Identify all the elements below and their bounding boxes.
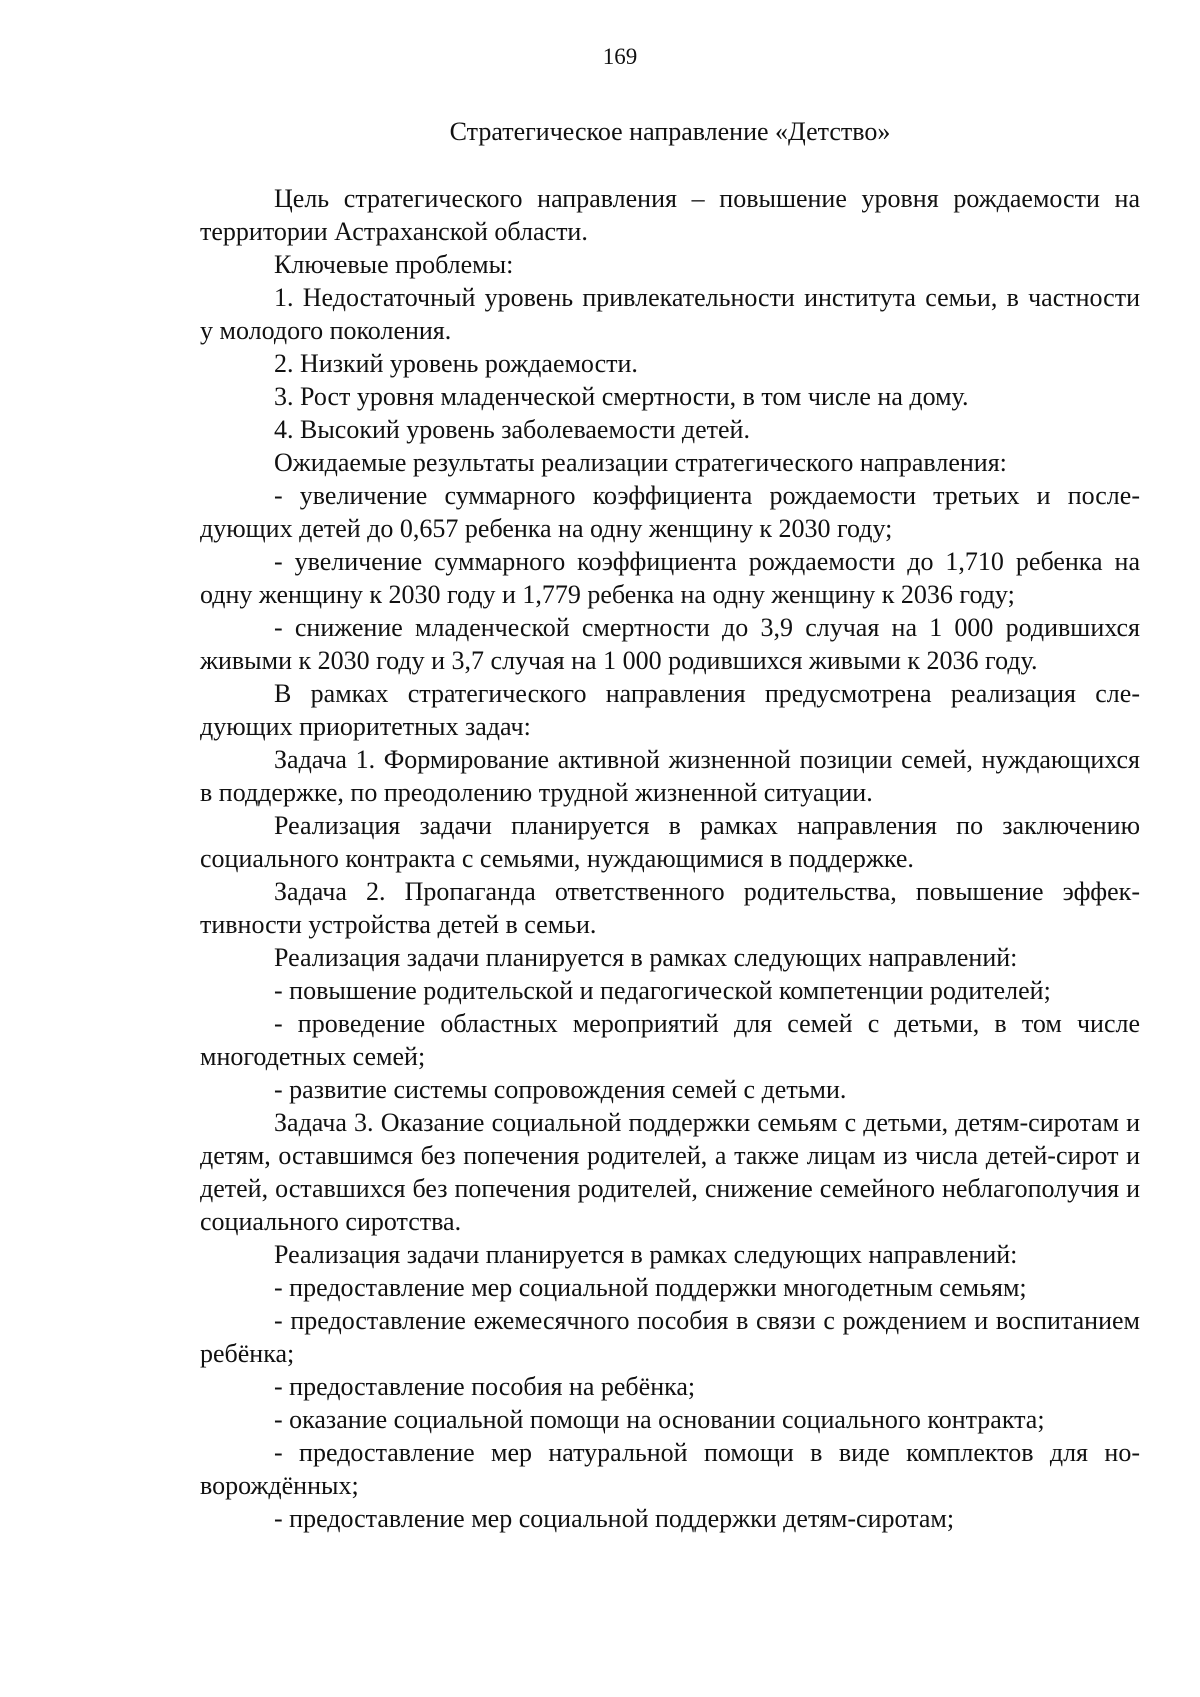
paragraph: 4. Высокий уровень заболеваемости детей. xyxy=(274,415,750,444)
paragraph: 2. Низкий уровень рождаемости. xyxy=(274,349,638,378)
paragraph: Задача 2. Пропаганда ответственного родительства, повышение эффективности устройства детей в семьи. xyxy=(200,877,1140,939)
paragraph: Реализация задачи планируется в рамках следующих направлений: xyxy=(274,943,1018,972)
paragraph: Задача 1. Формирование активной жизненной позиции семей, нуждающихся в поддержке, по преодолению трудной жизненной ситуации. xyxy=(200,745,1140,807)
paragraph: - предоставление мер социальной поддержки детям-сиротам; xyxy=(274,1504,955,1533)
paragraph: Ключевые проблемы: xyxy=(274,250,514,279)
paragraph: 3. Рост уровня младенческой смертности, в том числе на дому. xyxy=(274,382,969,411)
paragraph: - предоставление ежемесячного пособия в связи с рождением и воспитанием ребёнка; xyxy=(200,1306,1140,1368)
paragraph: Ожидаемые результаты реализации стратегического направления: xyxy=(274,448,1007,477)
paragraph: - увеличение суммарного коэффициента рождаемости третьих и последующих детей до 0,657 ребенка на одну женщину к 2030 году; xyxy=(200,481,1140,543)
paragraph: Реализация задачи планируется в рамках следующих направлений: xyxy=(274,1240,1018,1269)
paragraph: - снижение младенческой смертности до 3,9 случая на 1 000 родившихся живыми к 2030 году и 3,7 случая на 1 000 родившихся живыми к 2036 году. xyxy=(200,613,1140,675)
paragraph: Реализация задачи планируется в рамках направления по заключению социального контракта с семьями, нуждающимися в поддержке. xyxy=(200,811,1140,873)
paragraph: - повышение родительской и педагогической компетенции родителей; xyxy=(274,976,1051,1005)
paragraph: - увеличение суммарного коэффициента рождаемости до 1,710 ребенка на одну женщину к 2030 году и 1,779 ребенка на одну женщину к 2036 году; xyxy=(200,547,1140,609)
paragraph: - предоставление пособия на ребёнка; xyxy=(274,1372,696,1401)
paragraph: - проведение областных мероприятий для семей с детьми, в том числе многодетных семей; xyxy=(200,1009,1140,1071)
page-number: 169 xyxy=(602,44,638,69)
paragraph: - развитие системы сопровождения семей с детьми. xyxy=(274,1075,847,1104)
paragraph: 1. Недостаточный уровень привлекательности института семьи, в частности у молодого поколения. xyxy=(200,283,1140,345)
paragraph: - предоставление мер натуральной помощи в виде комплектов для новорождённых; xyxy=(200,1438,1140,1500)
paragraph: Цель стратегического направления – повышение уровня рождаемости на территории Астраханской области. xyxy=(200,184,1140,246)
paragraph: - предоставление мер социальной поддержки многодетным семьям; xyxy=(274,1273,1027,1302)
body-text xyxy=(200,182,1140,1535)
paragraph: - оказание социальной помощи на основании социального контракта; xyxy=(274,1405,1045,1434)
paragraph: В рамках стратегического направления предусмотрена реализация следующих приоритетных задач: xyxy=(200,679,1140,741)
section-title: Стратегическое направление «Детство» xyxy=(449,117,891,146)
paragraph: Задача 3. Оказание социальной поддержки семьям с детьми, детям-сиротам и детям, оставшимся без попечения родителей, а также лицам из числа детей-сирот и детей, оставшихся без попечения родителей, снижение семейного неблагополучия и социального сиротства. xyxy=(200,1108,1140,1236)
